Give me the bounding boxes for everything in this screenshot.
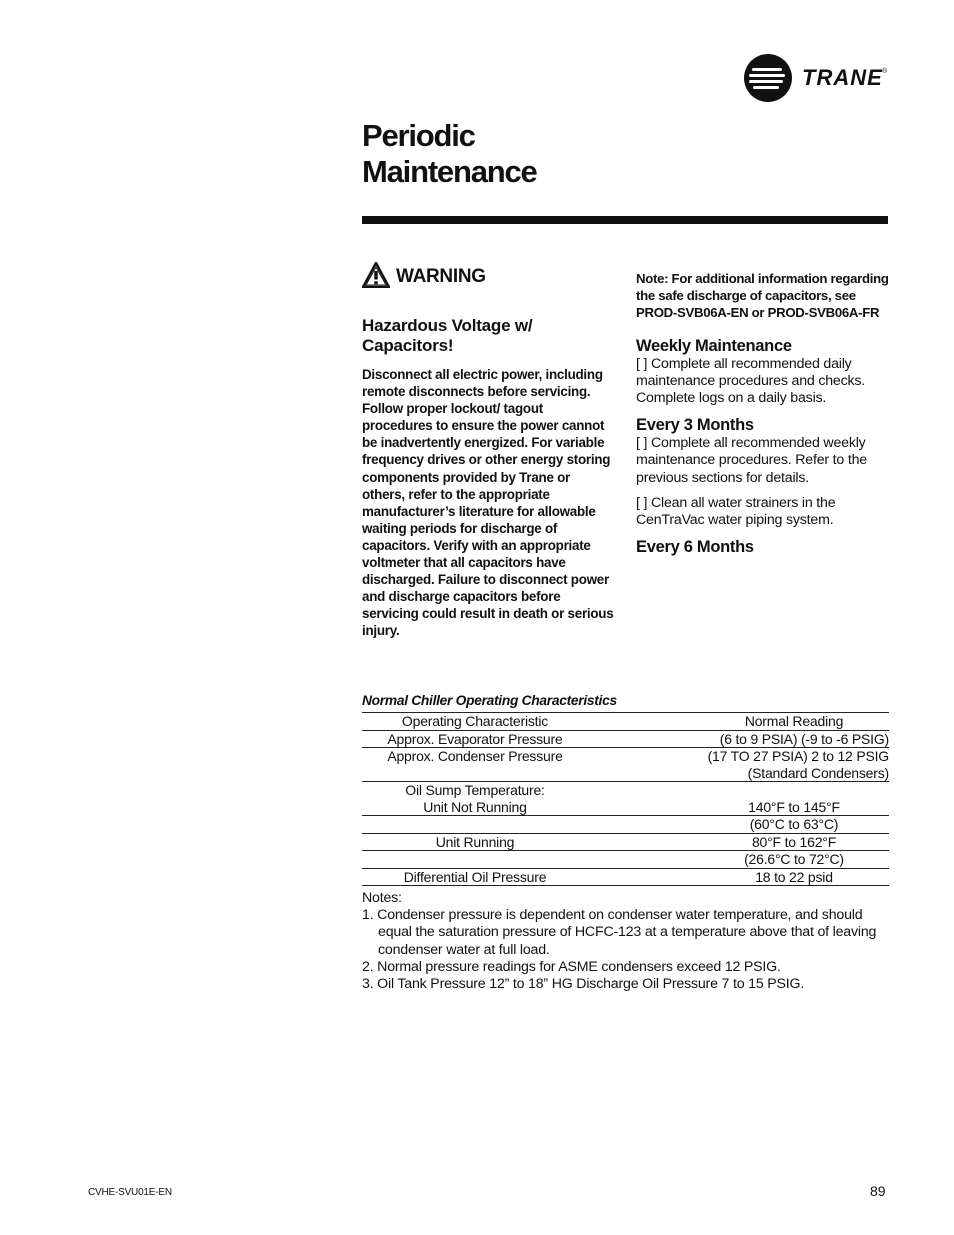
differential-oil-pressure-label: Differential Oil Pressure <box>362 868 588 886</box>
warning-triangle-icon <box>362 262 390 288</box>
note-item-2: 2. Normal pressure readings for ASME condensers exceed 12 PSIG. <box>362 958 781 975</box>
capacitor-note: Note: For additional information regarding the safe discharge of capacitors, see PROD-SVB06A-EN or PROD-SVB06A-FR <box>636 271 889 321</box>
trane-logo <box>744 54 894 104</box>
page-title-line-2: Maintenance <box>362 154 537 189</box>
condenser-pressure-label: Approx. Condenser Pressure <box>387 748 563 764</box>
table-row <box>362 765 889 782</box>
table-row <box>362 833 889 851</box>
operating-characteristics-table <box>362 712 889 886</box>
table-row <box>362 868 889 886</box>
logo-registered-mark: ® <box>882 68 888 75</box>
table-row <box>362 782 889 799</box>
three-months-checklist-item-1: [ ] Complete all recommended weekly maintenance procedures. Refer to the previous sections for details. <box>636 435 867 486</box>
evaporator-pressure-value: (6 to 9 PSIA) (-9 to -6 PSIG) <box>588 730 889 748</box>
table-row <box>362 851 889 869</box>
page-number: 89 <box>870 1183 886 1199</box>
warning-label: WARNING <box>396 266 486 287</box>
unit-not-running-label: Unit Not Running <box>362 799 588 816</box>
table-notes <box>362 890 892 993</box>
table-row <box>362 730 889 748</box>
table-row <box>362 799 889 816</box>
table-row <box>362 816 889 834</box>
weekly-checklist-item: [ ] Complete all recommended daily maintenance procedures and checks. Complete logs on a daily basis. <box>636 355 866 407</box>
hazard-heading <box>362 316 612 356</box>
warning-header <box>362 262 612 290</box>
condenser-pressure-value-note: (Standard Condensers) <box>588 765 889 782</box>
note-item-3: 3. Oil Tank Pressure 12” to 18” HG Discharge Oil Pressure 7 to 15 PSIG. <box>362 976 805 993</box>
page-title-line-1: Periodic <box>362 118 475 153</box>
logo-wordmark: TRANE <box>802 65 883 90</box>
differential-oil-pressure-value: 18 to 22 psid <box>755 868 833 885</box>
warning-text: Disconnect all electric power, including remote disconnects before servicing. Follow proper lockout/ tagout procedures to ensure the power cannot be inadvertently energized. For variable frequency drives or other energy storing components provided by Trane or others, refer to the appropriate manufacturer’s literature for allowable waiting periods for discharge of capacitors. Verify with an appropriate voltmeter that all capacitors have discharged. Failure to disconnect power and discharge capacitors before servicing could result in death or serious injury. <box>362 367 614 639</box>
weekly-heading: Weekly Maintenance <box>636 336 792 355</box>
three-months-heading: Every 3 Months <box>636 416 754 435</box>
six-months-heading: Every 6 Months <box>636 538 754 557</box>
page-title <box>362 118 862 190</box>
unit-running-label: Unit Running <box>362 833 588 851</box>
title-divider <box>362 216 888 224</box>
note-item-1: 1. Condenser pressure is dependent on condenser water temperature, and should equal the saturation pressure of HCFC-123 at a temperature above that of leaving condenser water at full load. <box>362 907 877 958</box>
table-row <box>362 748 889 765</box>
maintenance-column <box>636 270 892 557</box>
unit-not-running-f-value: 140°F to 145°F <box>748 798 840 815</box>
document-code: CVHE-SVU01E-EN <box>88 1187 172 1198</box>
evaporator-pressure-label: Approx. Evaporator Pressure <box>362 730 588 748</box>
notes-heading: Notes: <box>362 890 402 906</box>
hazard-heading-line-2: Capacitors! <box>362 336 454 355</box>
col-header-reading: Normal Reading <box>744 713 844 729</box>
hazard-heading-line-1: Hazardous Voltage w/ <box>362 316 533 335</box>
col-header-characteristic: Operating Characteristic <box>362 713 588 731</box>
table-caption: Normal Chiller Operating Characteristics <box>362 693 617 708</box>
table-header-row <box>362 713 889 731</box>
unit-running-c-value: (26.6°C to 72°C) <box>744 851 844 867</box>
oil-sump-label: Oil Sump Temperature: <box>405 782 545 798</box>
three-months-checklist-item-2: [ ] Clean all water strainers in the CenTraVac water piping system. <box>636 494 836 529</box>
unit-running-f-value: 80°F to 162°F <box>751 833 837 850</box>
condenser-pressure-value: (17 TO 27 PSIA) 2 to 12 PSIG <box>707 748 889 764</box>
unit-not-running-c-value: (60°C to 63°C) <box>749 816 839 832</box>
trane-logo-icon <box>744 54 792 102</box>
